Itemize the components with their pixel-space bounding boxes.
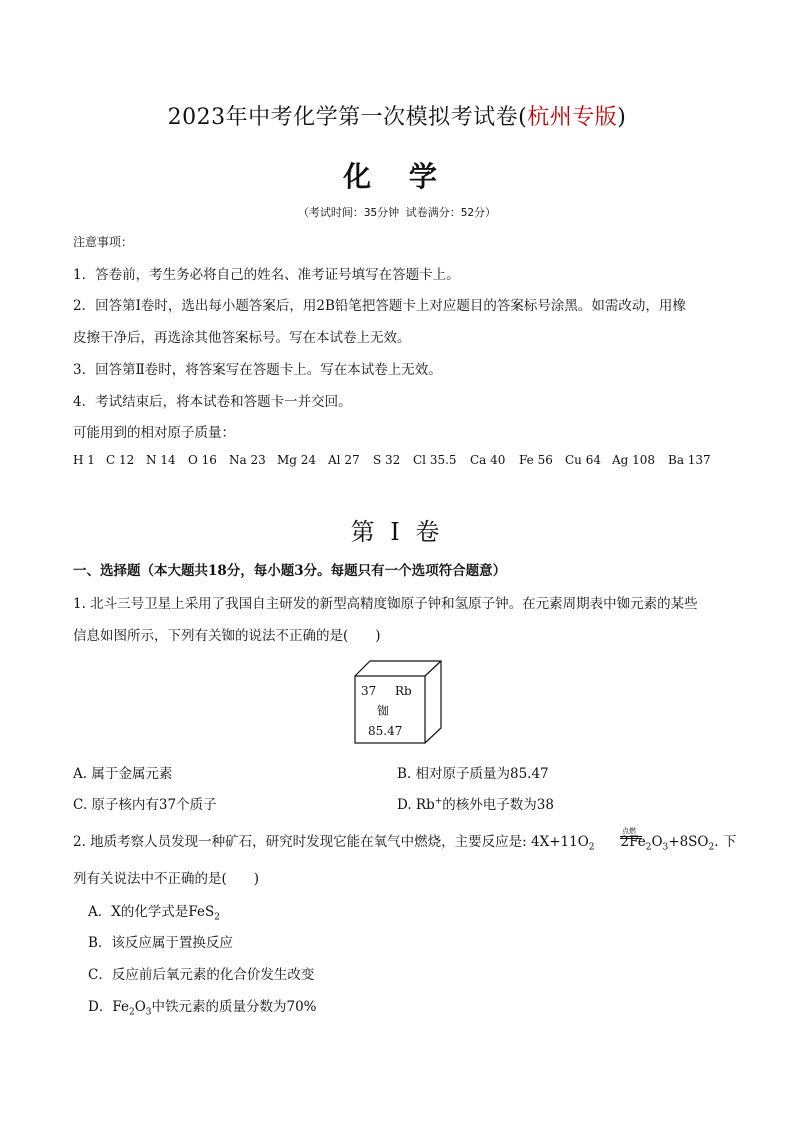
reaction-condition: 点燃 <box>622 827 636 835</box>
q1-option-a: A. 属于金属元素 <box>73 766 173 782</box>
exam-title <box>0 100 794 131</box>
atomic-mass: Ag 108 <box>612 453 656 467</box>
q2-stem: 列有关说法中不正确的是( ) <box>73 871 260 887</box>
reaction-equals-line <box>620 838 642 839</box>
notice-heading: 注意事项： <box>73 235 134 249</box>
q2-option-c: C．反应前后氧元素的化合价发生改变 <box>88 967 315 983</box>
atomic-mass: O 16 <box>188 453 217 467</box>
atomic-mass: S 32 <box>373 453 401 467</box>
atomic-mass: H 1 <box>73 453 95 467</box>
section-heading: 一、选择题（本大题共18分，每小题3分。每题只有一个选项符合题意） <box>73 563 507 579</box>
q2-option-a: A．X的化学式是FeS$_2$ <box>88 904 220 923</box>
notice-item: 皮擦干净后，再选涂其他答案标号。写在本试卷上无效。 <box>73 330 411 346</box>
title-paren: ) <box>617 105 627 130</box>
atomic-mass: Mg 24 <box>277 453 317 467</box>
exam-meta: （考试时间：35分钟 试卷满分：52分） <box>297 206 497 219</box>
q1-stem: 1. 北斗三号卫星上采用了我国自主研发的新型高精度铷原子钟和氢原子钟。在元素周期表中铷元素的某些 <box>73 596 698 612</box>
subject-heading: 化 学 <box>343 160 451 193</box>
atomic-mass: Fe 56 <box>519 453 553 467</box>
q2-option-d: D．$Fe_2O_3$中铁元素的质量分数为70% <box>88 999 317 1018</box>
q2-option-b: B．该反应属于置换反应 <box>88 935 233 951</box>
notice-item: 2．回答第Ⅰ卷时，选出每小题答案后，用2B铅笔把答题卡上对应题目的答案标号涂黑。如需改动，用橡 <box>73 298 686 314</box>
notice-item: 4．考试结束后，将本试卷和答题卡一并交回。 <box>73 394 352 410</box>
q2-stem: 2. 地质考察人员发现一种矿石，研究时发现它能在氧气中燃烧，主要反应是: $4X+11O_2$ $2Fe_2O_3+8SO_2$. 下 <box>73 834 737 853</box>
volume-heading: 第 I 卷 <box>350 518 444 546</box>
atomic-mass: C 12 <box>106 453 135 467</box>
atomic-mass: Al 27 <box>328 453 360 467</box>
atomic-mass: Cu 64 <box>565 453 601 467</box>
reaction-equals-line <box>620 836 642 837</box>
atomic-mass: Na 23 <box>229 453 266 467</box>
title-edition: 杭州专版 <box>527 105 618 130</box>
element-number: 37 <box>361 684 377 698</box>
notice-item: 3．回答第Ⅱ卷时，将答案写在答题卡上。写在本试卷上无效。 <box>73 362 442 378</box>
q1-option-b: B. 相对原子质量为85.47 <box>397 766 549 782</box>
notice-item: 1．答卷前，考生务必将自己的姓名、准考证号填写在答题卡上。 <box>73 267 460 283</box>
element-name: 铷 <box>377 704 390 718</box>
q1-stem: 信息如图所示，下列有关铷的说法不正确的是( ) <box>73 628 381 644</box>
atomic-mass: Cl 35.5 <box>413 453 457 467</box>
atomic-mass: Ca 40 <box>470 453 506 467</box>
title-text: 2023年中考化学第一次模拟考试卷( <box>167 105 528 130</box>
element-mass: 85.47 <box>368 724 403 738</box>
q1-option-d: D. Rb+的核外电子数为38 <box>397 796 554 813</box>
atomic-mass-heading: 可能用到的相对原子质量： <box>73 425 235 441</box>
atomic-mass: Ba 137 <box>668 453 711 467</box>
element-symbol: Rb <box>395 684 412 698</box>
atomic-mass: N 14 <box>146 453 176 467</box>
q1-option-c: C. 原子核内有37个质子 <box>73 797 217 813</box>
